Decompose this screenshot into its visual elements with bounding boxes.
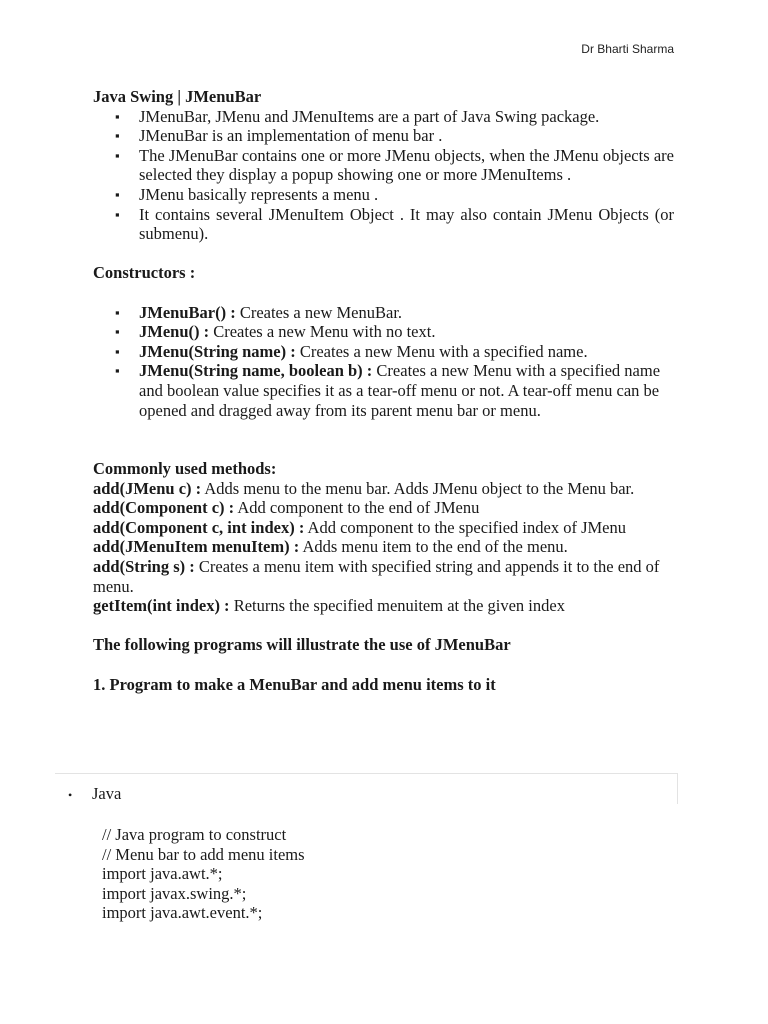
code-block bbox=[102, 825, 305, 923]
method-signature: add(Component c, int index) : bbox=[93, 517, 305, 537]
intro-bullet: ▪ JMenu basically represents a menu . bbox=[139, 185, 674, 205]
constructors-heading: Constructors : bbox=[93, 263, 196, 283]
method-item bbox=[93, 596, 674, 616]
code-line: // Java program to construct bbox=[102, 825, 287, 844]
intro-bullet: ▪ JMenuBar is an implementation of menu bar . bbox=[139, 126, 674, 146]
method-item bbox=[93, 557, 674, 596]
method-signature: add(JMenu c) : bbox=[93, 478, 202, 498]
method-item bbox=[93, 498, 674, 518]
constructor-signature: JMenuBar() : bbox=[139, 302, 236, 322]
constructor-description: Creates a new Menu with a specified name. bbox=[295, 341, 588, 361]
method-description: Add component to the end of JMenu bbox=[234, 498, 480, 518]
intro-bullet: ▪ It contains several JMenuItem Object . It may also contain JMenu Objects (or submenu). bbox=[139, 205, 674, 244]
constructor-description: Creates a new Menu with a specified name and boolean value specifies it as a tear-off menu or not. A tear-off menu can be opened and dragged away from its parent menu bar or menu. bbox=[139, 361, 661, 420]
constructor-item bbox=[139, 342, 674, 362]
document-body bbox=[93, 87, 674, 694]
constructor-item bbox=[139, 303, 674, 323]
method-item bbox=[93, 518, 674, 538]
method-description: Add component to the specified index of JMenu bbox=[304, 517, 626, 537]
constructor-description: Creates a new MenuBar. bbox=[235, 302, 403, 322]
programs-intro-heading: The following programs will illustrate the use of JMenuBar bbox=[93, 635, 511, 655]
method-signature: getItem(int index) : bbox=[93, 596, 230, 616]
constructor-signature: JMenu(String name, boolean b) : bbox=[139, 361, 373, 381]
constructor-signature: JMenu() : bbox=[139, 322, 210, 342]
header-author: Dr Bharti Sharma bbox=[581, 42, 674, 56]
code-line: // Menu bar to add menu items bbox=[102, 844, 305, 864]
constructor-item bbox=[139, 361, 674, 420]
method-signature: add(Component c) : bbox=[93, 498, 235, 518]
method-item bbox=[93, 537, 674, 557]
program-1-title: 1. Program to make a MenuBar and add menu items to it bbox=[93, 674, 496, 694]
method-description: Adds menu to the menu bar. Adds JMenu object to the Menu bar. bbox=[201, 478, 635, 498]
method-signature: add(String s) : bbox=[93, 557, 195, 577]
constructors-list bbox=[93, 303, 674, 421]
intro-bullet: ▪ JMenuBar, JMenu and JMenuItems are a part of Java Swing package. bbox=[139, 107, 674, 127]
intro-bullet-list bbox=[93, 107, 674, 244]
code-language-tab[interactable] bbox=[68, 784, 121, 804]
code-line: import java.awt.event.*; bbox=[102, 903, 263, 923]
method-description: Adds menu item to the end of the menu. bbox=[299, 537, 568, 557]
code-language-label: Java bbox=[92, 784, 122, 803]
method-description: Returns the specified menuitem at the given index bbox=[229, 596, 565, 616]
method-item bbox=[93, 479, 674, 499]
code-line: import java.awt.*; bbox=[102, 864, 223, 884]
constructor-description: Creates a new Menu with no text. bbox=[209, 322, 436, 342]
code-block-frame bbox=[55, 773, 678, 804]
method-signature: add(JMenuItem menuItem) : bbox=[93, 537, 300, 557]
method-description: Creates a menu item with specified string and appends it to the end of menu. bbox=[93, 557, 660, 596]
code-line: import javax.swing.*; bbox=[102, 883, 247, 903]
constructor-signature: JMenu(String name) : bbox=[139, 341, 296, 361]
methods-list bbox=[93, 479, 674, 616]
code-language-bullet: • bbox=[68, 788, 73, 802]
page-title: Java Swing | JMenuBar bbox=[93, 87, 262, 106]
methods-heading: Commonly used methods: bbox=[93, 459, 277, 479]
intro-bullet: ▪ The JMenuBar contains one or more JMenu objects, when the JMenu objects are selected they display a popup showing one or more JMenuItems . bbox=[139, 146, 674, 185]
constructor-item bbox=[139, 322, 674, 342]
